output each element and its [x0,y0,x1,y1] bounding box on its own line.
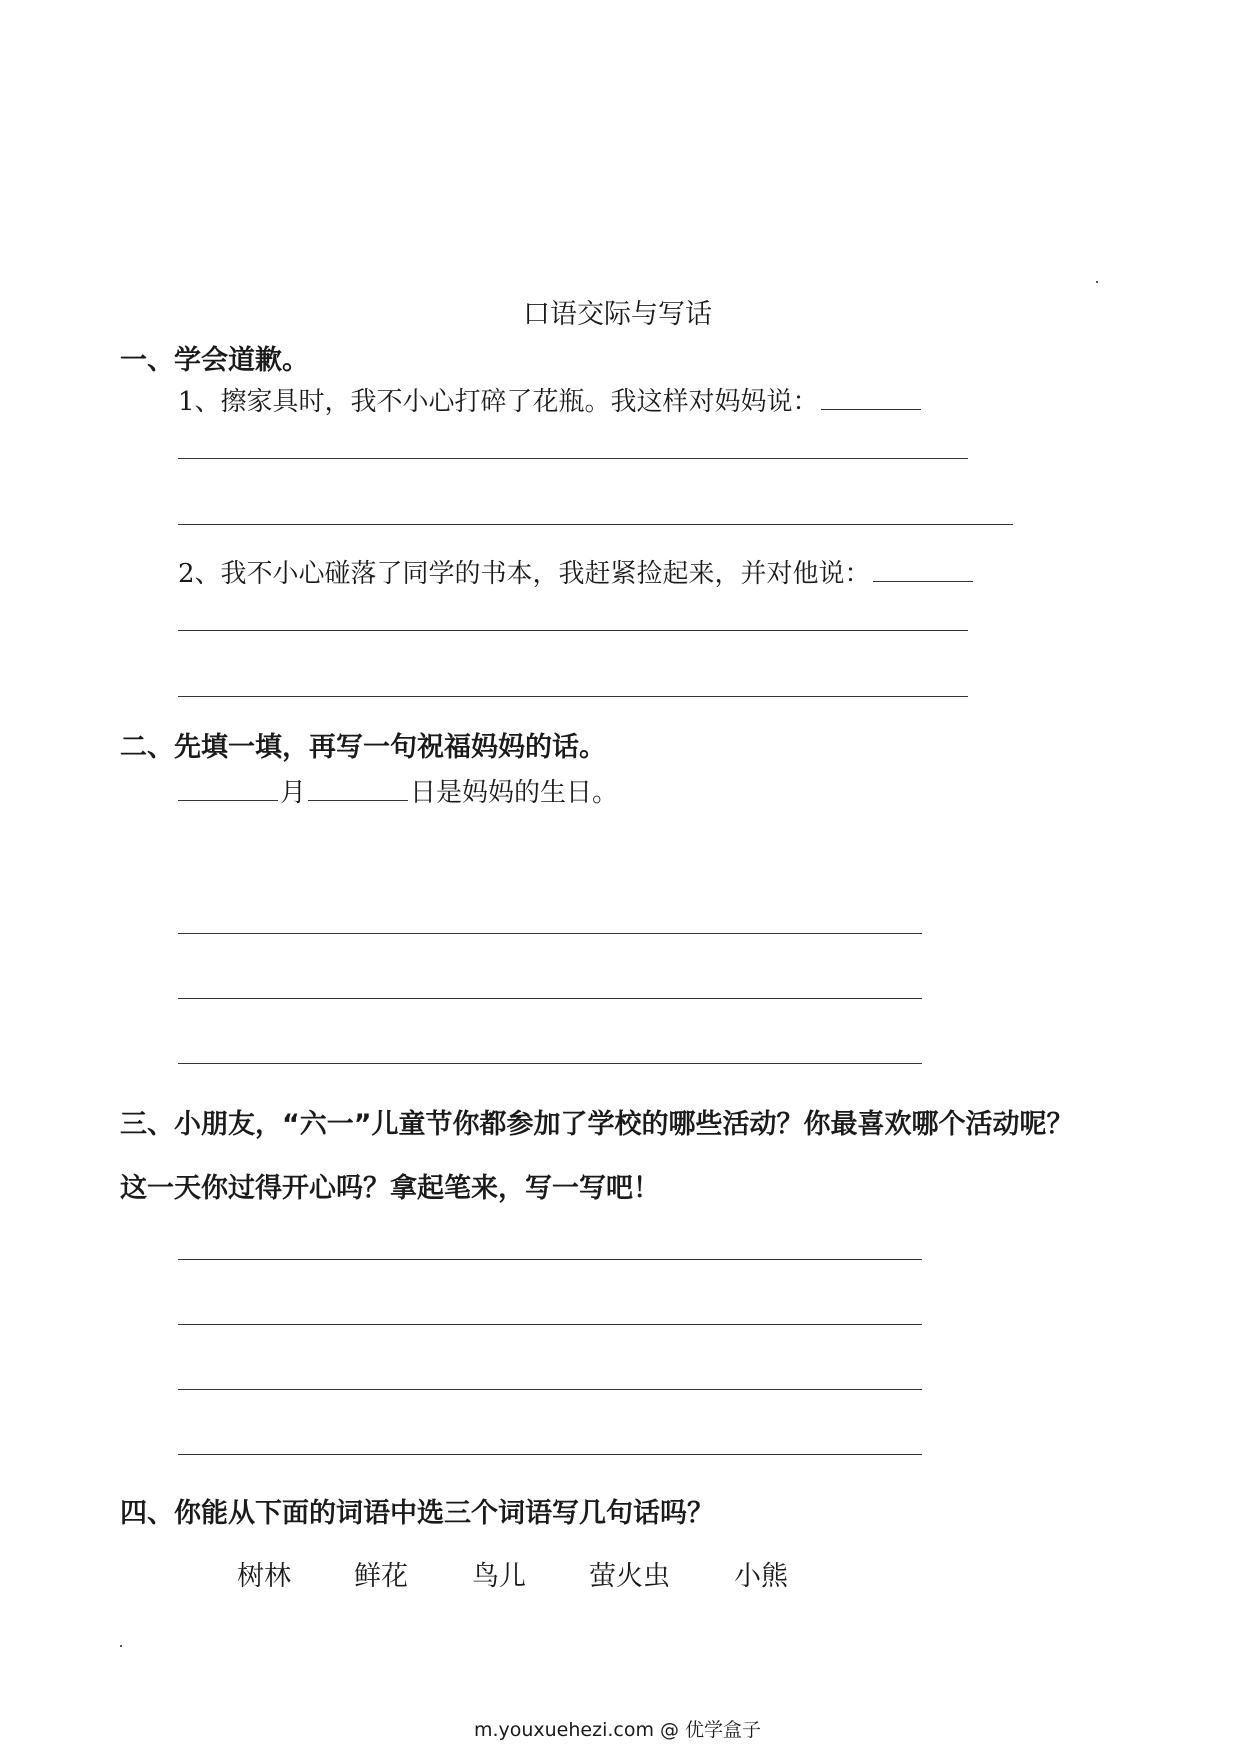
birthday-fill-line [178,772,618,809]
word-item: 萤火虫 [589,1561,670,1592]
answer-line[interactable] [178,1389,922,1390]
section4-heading: 四、你能从下面的词语中选三个词语写几句话吗？ [120,1498,714,1529]
footer-watermark: m.youxuehezi.com @ 优学盒子 [473,1719,762,1741]
section1-heading: 一、学会道歉。 [120,345,309,376]
answer-line[interactable] [178,998,922,999]
answer-line[interactable] [178,1454,922,1455]
corner-dot [120,1645,122,1647]
word-item: 树林 [237,1561,291,1592]
section2-heading: 二、先填一填，再写一句祝福妈妈的话。 [120,732,606,763]
birthday-text: 日是妈妈的生日。 [410,778,619,808]
answer-line[interactable] [178,1324,922,1325]
word-item: 鲜花 [354,1561,408,1592]
corner-dot [1096,281,1098,283]
answer-line[interactable] [178,696,968,697]
answer-line[interactable] [178,1259,922,1260]
answer-line[interactable] [178,458,968,459]
answer-line[interactable] [178,630,968,631]
month-blank[interactable] [178,799,278,801]
word-item: 小熊 [734,1561,788,1592]
section1-question1 [178,381,923,418]
answer-blank[interactable] [821,408,921,410]
section3-prompt-line2: 这一天你过得开心吗？拿起笔来，写一写吧！ [120,1173,660,1204]
day-blank[interactable] [308,799,408,801]
question2-text: 2、我不小心碰落了同学的书本，我赶紧捡起来，并对他说： [178,559,871,589]
answer-line[interactable] [178,933,922,934]
answer-line[interactable] [178,524,1013,525]
answer-blank[interactable] [873,580,973,582]
month-label: 月 [280,778,307,808]
answer-line[interactable] [178,1063,922,1064]
word-item: 鸟儿 [472,1561,526,1592]
section3-prompt-line1: 三、小朋友，“六一”儿童节你都参加了学校的哪些活动？你最喜欢哪个活动呢？ [120,1109,1074,1140]
question1-text: 1、擦家具时，我不小心打碎了花瓶。我这样对妈妈说： [178,387,819,417]
page-title: 口语交际与写话 [523,299,712,330]
section1-question2 [178,553,975,590]
